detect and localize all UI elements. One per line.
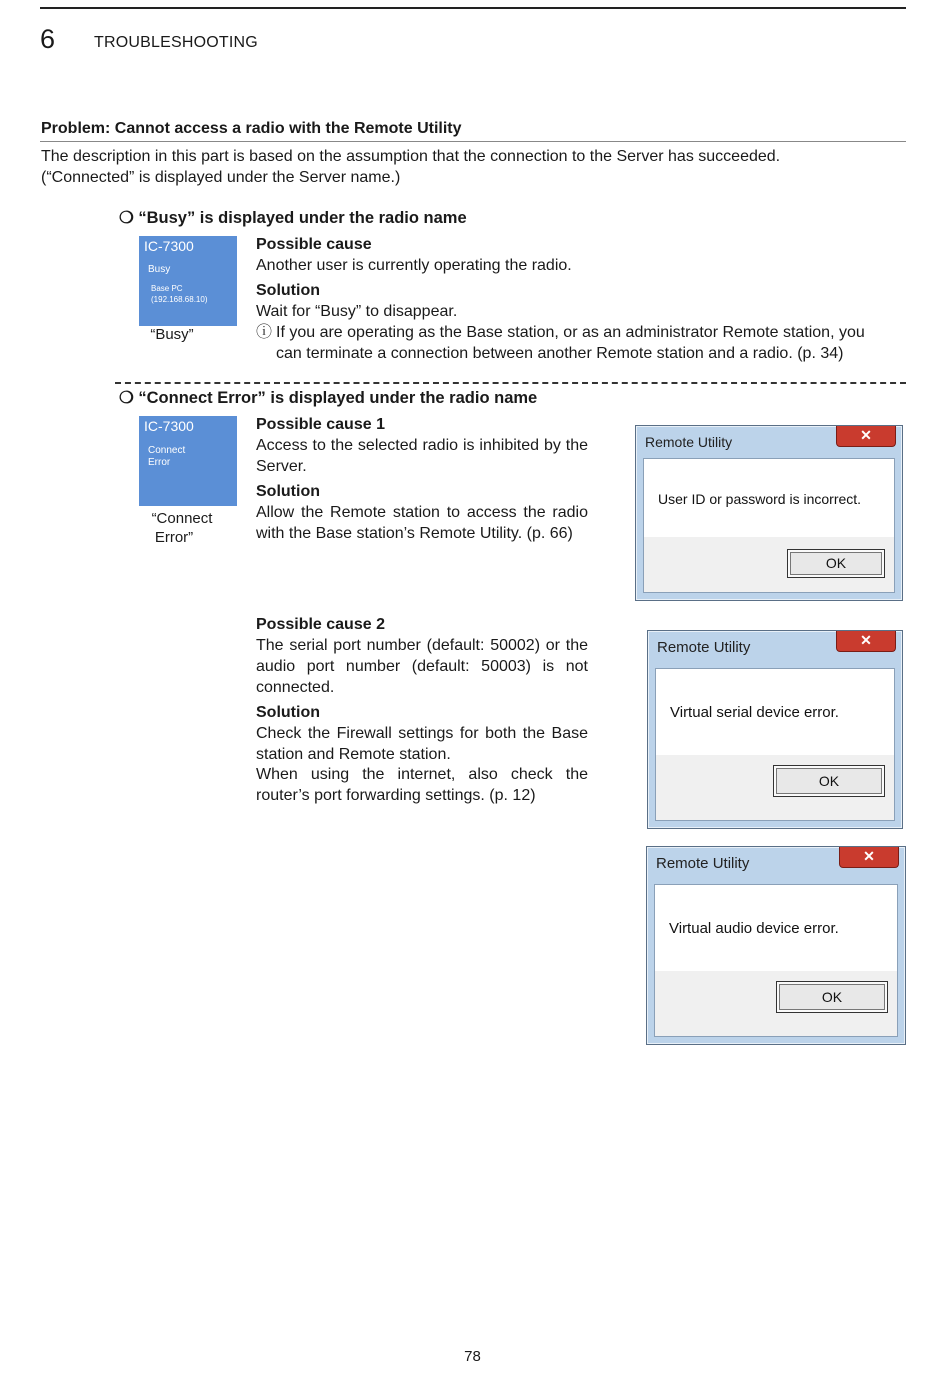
solution2-text-1: Check the Firewall settings for both the Base station and Remote station. — [256, 725, 588, 763]
dialog-title: Remote Utility — [656, 855, 750, 872]
busy-caption: “Busy” — [150, 326, 194, 343]
ok-button[interactable]: OK — [787, 549, 885, 578]
info-icon: ⓘ — [256, 324, 273, 341]
dialog-title: Remote Utility — [657, 639, 751, 656]
connect-error-radio-panel — [139, 416, 237, 506]
radio-status-1: Connect — [148, 445, 186, 456]
busy-solution-label: Solution — [256, 282, 320, 299]
dialog-user-id-error — [635, 425, 903, 601]
busy-note-line-1: If you are operating as the Base station, or as an administrator Remote station, you — [276, 324, 865, 341]
chapter-number: 6 — [40, 24, 56, 54]
intro-line-1: The description in this part is based on the assumption that the connection to the Server has succeeded. — [41, 148, 781, 165]
dialog-message-area — [644, 459, 894, 537]
busy-note-line-2: can terminate a connection between another Remote station and a radio. (p. 34) — [276, 345, 844, 362]
dialog-audio-error — [646, 846, 906, 1045]
cause1-text: Access to the selected radio is inhibited by the Server. — [256, 437, 588, 475]
radio-status: Busy — [148, 264, 171, 275]
connect-error-caption-2: Error” — [154, 529, 194, 546]
solution2-label: Solution — [256, 704, 320, 721]
cause2-label: Possible cause 2 — [256, 616, 385, 633]
section-divider — [115, 382, 906, 384]
close-icon[interactable]: ✕ — [839, 847, 899, 868]
ok-button[interactable]: OK — [773, 765, 885, 797]
close-icon[interactable]: ✕ — [836, 426, 896, 447]
problem-rule — [40, 141, 906, 142]
intro-line-2: (“Connected” is displayed under the Server name.) — [41, 169, 401, 186]
busy-solution-text: Wait for “Busy” to disappear. — [256, 303, 458, 320]
solution2-text-2: When using the internet, also check the router’s port forwarding settings. (p. 12) — [256, 766, 588, 804]
radio-base-pc: Base PC — [151, 284, 183, 293]
chapter-title: TROUBLESHOOTING — [94, 34, 258, 51]
radio-status-2: Error — [148, 457, 171, 468]
dialog-message: Virtual audio device error. — [669, 920, 839, 937]
dialog-message-area — [655, 885, 897, 971]
busy-cause-text: Another user is currently operating the radio. — [256, 257, 572, 274]
dialog-title: Remote Utility — [645, 434, 733, 450]
radio-model: IC-7300 — [144, 238, 194, 254]
connect-error-caption-1: “Connect — [151, 510, 213, 527]
problem-title: Problem: Cannot access a radio with the Remote Utility — [41, 120, 462, 137]
busy-heading: ❍ “Busy” is displayed under the radio name — [119, 209, 467, 227]
cause1-label: Possible cause 1 — [256, 416, 385, 433]
radio-model: IC-7300 — [144, 418, 194, 434]
dialog-body — [654, 884, 898, 1037]
connect-error-heading: ❍ “Connect Error” is displayed under the radio name — [119, 389, 538, 407]
solution1-label: Solution — [256, 483, 320, 500]
dialog-body — [643, 458, 895, 593]
dialog-body — [655, 668, 895, 821]
busy-cause-label: Possible cause — [256, 236, 372, 253]
top-rule — [40, 7, 906, 9]
dialog-message-area — [656, 669, 894, 755]
close-icon[interactable]: ✕ — [836, 631, 896, 652]
ok-button[interactable]: OK — [776, 981, 888, 1013]
dialog-message: User ID or password is incorrect. — [658, 491, 862, 507]
busy-radio-panel — [139, 236, 237, 326]
radio-ip: (192.168.68.10) — [151, 295, 208, 304]
page-number: 78 — [464, 1348, 481, 1365]
solution1-text: Allow the Remote station to access the radio with the Base station’s Remote Utility. (p. 66) — [256, 504, 588, 542]
dialog-serial-error — [647, 630, 903, 829]
cause2-text: The serial port number (default: 50002) or the audio port number (default: 50003) is not connected. — [256, 637, 588, 696]
dialog-message: Virtual serial device error. — [670, 704, 839, 721]
